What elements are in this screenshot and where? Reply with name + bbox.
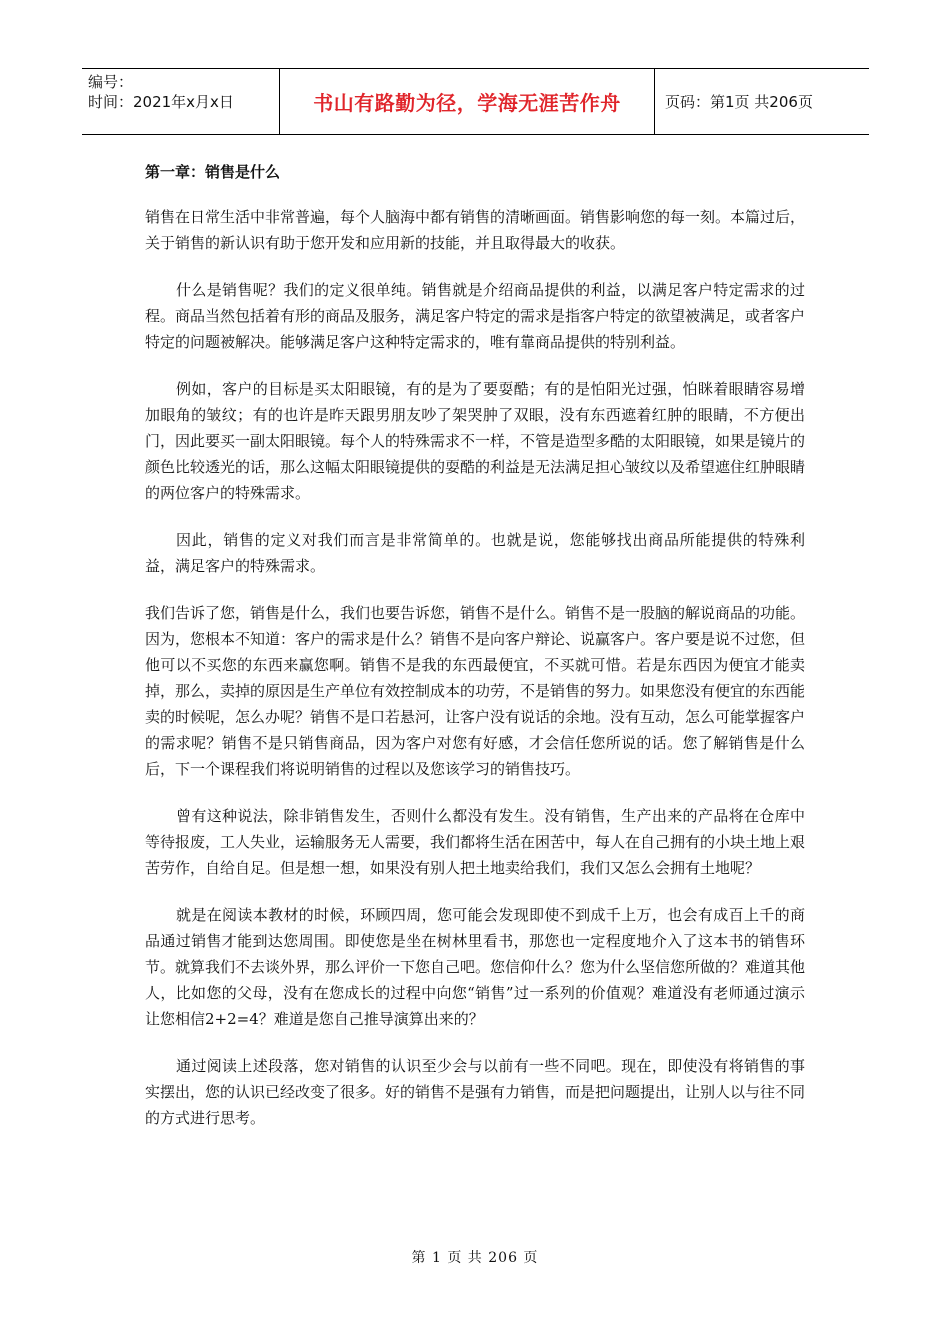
paragraph: 曾有这种说法，除非销售发生，否则什么都没有发生。没有销售，生产出来的产品将在仓库中等待报废，工人失业，运输服务无人需要，我们都将生活在困苦中，每人在自己拥有的小块土地上艰苦劳作，自给自足。但是想一想，如果没有别人把土地卖给我们，我们又怎么会拥有土地呢？ [145,807,806,877]
document-time-label: 时间：2021年x月x日 [88,93,234,111]
header-table [82,68,869,135]
chapter-title: 第一章：销售是什么 [145,163,281,181]
paragraph: 通过阅读上述段落，您对销售的认识至少会与以前有一些不同吧。现在，即使没有将销售的事实摆出，您的认识已经改变了很多。好的销售不是强有力销售，而是把问题提出，让别人以与往不同的方式进行思考。 [145,1057,806,1127]
page-footer: 第 1 页 共 206 页 [411,1250,539,1266]
paragraph: 就是在阅读本教材的时候，环顾四周，您可能会发现即使不到成千上万，也会有成百上千的商品通过销售才能到达您周围。即使您是坐在树林里看书，那您也一定程度地介入了这本书的销售环节。就算我们不去谈外界，那么评价一下您自己吧。您信仰什么？您为什么坚信您所做的？难道其他人，比如您的父母，没有在您成长的过程中向您“销售”过一系列的价值观？难道没有老师通过演示让您相信2+2=4？难道是您自己推导演算出来的？ [145,906,806,1028]
header-motto: 书山有路勤为径，学海无涯苦作舟 [280,69,655,134]
header-meta [82,69,280,134]
header-page-info: 页码：第1页 共206页 [665,93,813,111]
paragraph: 例如，客户的目标是买太阳眼镜，有的是为了要耍酷；有的是怕阳光过强，怕眯着眼睛容易增加眼角的皱纹；有的也许是昨天跟男朋友吵了架哭肿了双眼，没有东西遮着红肿的眼睛，不方便出门，因此要买一副太阳眼镜。每个人的特殊需求不一样，不管是造型多酷的太阳眼镜，如果是镜片的颜色比较透光的话，那么这幅太阳眼镜提供的耍酷的利益是无法满足担心皱纹以及希望遮住红肿眼睛的两位客户的特殊需求。 [145,380,806,502]
paragraph: 什么是销售呢？我们的定义很单纯。销售就是介绍商品提供的利益，以满足客户特定需求的过程。商品当然包括着有形的商品及服务，满足客户特定的需求是指客户特定的欲望被满足，或者客户特定的问题被解决。能够满足客户这种特定需求的，唯有靠商品提供的特别利益。 [145,281,806,351]
document-number-label: 编号： [88,73,134,91]
paragraph: 因此，销售的定义对我们而言是非常简单的。也就是说，您能够找出商品所能提供的特殊利益，满足客户的特殊需求。 [145,531,805,575]
paragraph: 我们告诉了您，销售是什么，我们也要告诉您，销售不是什么。销售不是一股脑的解说商品的功能。因为，您根本不知道：客户的需求是什么？销售不是向客户辩论、说赢客户。客户要是说不过您，但他可以不买您的东西来赢您啊。销售不是我的东西最便宜，不买就可惜。若是东西因为便宜才能卖掉，那么，卖掉的原因是生产单位有效控制成本的功劳，不是销售的努力。如果您没有便宜的东西能卖的时候呢，怎么办呢？销售不是口若悬河，让客户没有说话的余地。没有互动，怎么可能掌握客户的需求呢？销售不是只销售商品，因为客户对您有好感，才会信任您所说的话。您了解销售是什么后，下一个课程我们将说明销售的过程以及您该学习的销售技巧。 [145,604,806,778]
paragraph: 销售在日常生活中非常普遍，每个人脑海中都有销售的清晰画面。销售影响您的每一刻。本篇过后，关于销售的新认识有助于您开发和应用新的技能，并且取得最大的收获。 [145,208,806,252]
document-body [145,160,805,1152]
